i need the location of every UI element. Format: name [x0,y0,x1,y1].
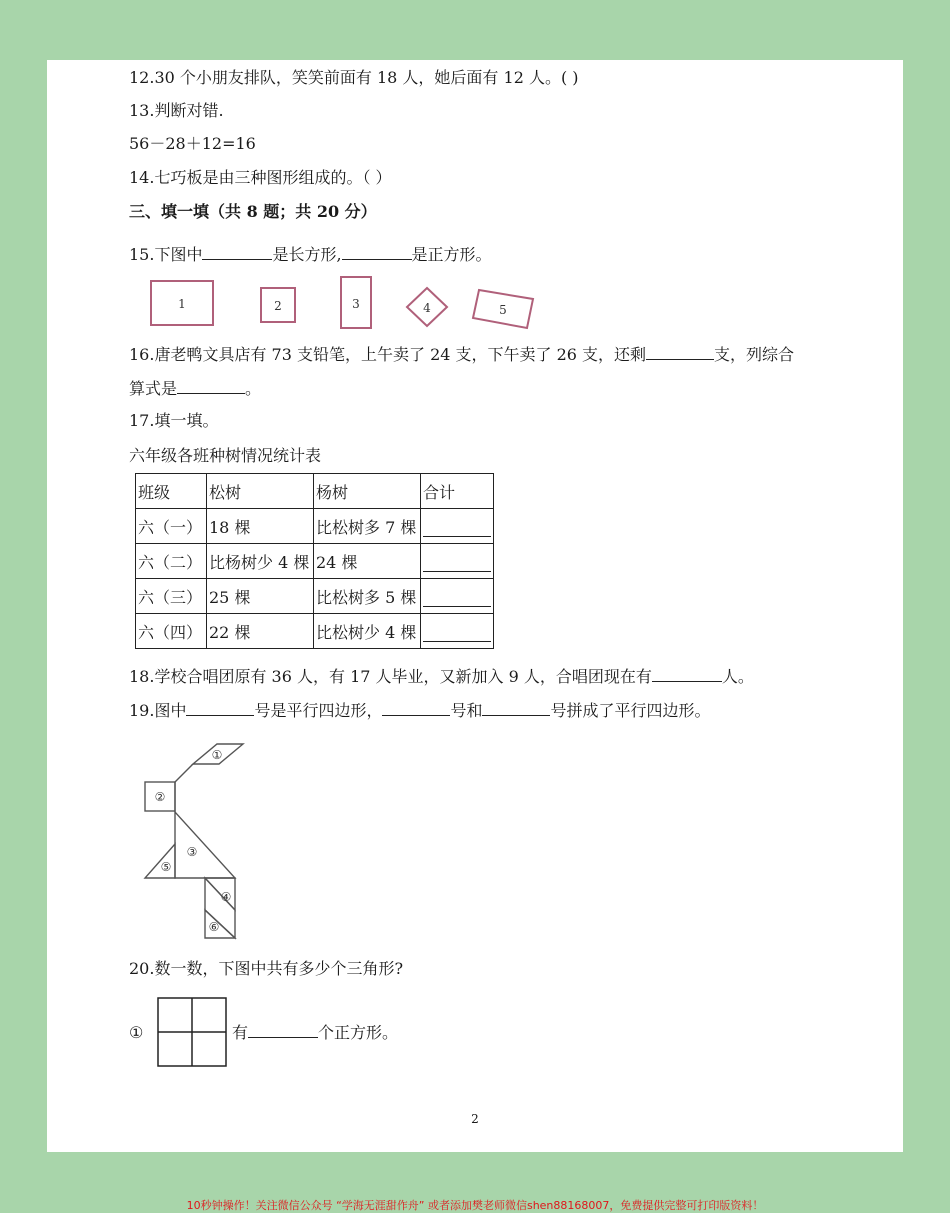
header-poplar: 杨树 [314,474,421,509]
cell-total [421,579,494,614]
header-class: 班级 [136,474,207,509]
question-13-expression: 56－28＋12=16 [129,134,256,153]
shape-3-label: 3 [352,297,360,311]
question-18 [129,666,754,688]
q15-blank-1[interactable] [202,245,272,260]
question-17: 17.填一填。 [129,411,219,430]
total-blank[interactable] [423,551,491,572]
q15-shapes-figure [137,274,547,334]
q16-text-d: 。 [245,379,262,398]
piece-4-label: ④ [220,890,232,904]
header-total: 合计 [421,474,494,509]
cell-pine: 18 棵 [207,509,314,544]
q15-text-a: 15.下图中 [129,245,203,264]
q18-text-b: 人。 [721,667,754,686]
question-19 [129,700,711,722]
total-blank[interactable] [423,621,491,642]
q19-text-c: 号和 [450,701,483,720]
q16-text-a: 16.唐老鸭文具店有 73 支铅笔，上午卖了 24 支，下午卖了 26 支，还剩 [129,345,647,364]
tangram-figure [137,740,247,942]
question-13-title: 13.判断对错. [129,101,224,120]
piece-3-triangle [175,812,235,878]
q18-blank[interactable] [652,667,722,682]
connector-line [175,764,193,782]
cell-class: 六（一） [136,509,207,544]
cell-total [421,614,494,649]
total-blank[interactable] [423,516,491,537]
tree-planting-table [135,473,494,649]
shape-1-label: 1 [178,297,186,311]
cell-poplar: 比松树多 5 棵 [314,579,421,614]
q20-marker: ① [129,1023,144,1042]
table-row [136,579,494,614]
cell-poplar: 比松树少 4 棵 [314,614,421,649]
q15-text-b: 是长方形, [272,245,342,264]
shape-4-label: 4 [423,301,431,315]
q19-blank-2[interactable] [382,701,450,716]
cell-pine: 比杨树少 4 棵 [207,544,314,579]
q19-blank-1[interactable] [186,701,254,716]
q16-text-b: 支，列综合 [714,345,795,364]
q20-text-b: 个正方形。 [318,1023,399,1042]
q19-text-b: 号是平行四边形， [254,701,383,720]
header-pine: 松树 [207,474,314,509]
q20-grid-figure [157,997,229,1069]
cell-total [421,509,494,544]
cell-poplar: 24 棵 [314,544,421,579]
worksheet-page [47,60,903,1152]
question-20: 20.数一数，下图中共有多少个三角形? [129,959,404,978]
piece-5-label: ⑤ [160,860,172,874]
question-16-line-1 [129,344,794,366]
section-3-heading: 三、填一填（共 8 题；共 20 分） [129,202,377,221]
q18-text-a: 18.学校合唱团原有 36 人，有 17 人毕业，又新加入 9 人，合唱团现在有 [129,667,652,686]
table-row [136,509,494,544]
q15-text-c: 是正方形。 [411,245,492,264]
table-title: 六年级各班种树情况统计表 [129,446,322,465]
cell-class: 六（二） [136,544,207,579]
table-row [136,544,494,579]
q20-text-a: 有 [232,1023,249,1042]
cell-class: 六（四） [136,614,207,649]
cell-total [421,544,494,579]
table-header-row [136,474,494,509]
cell-pine: 25 棵 [207,579,314,614]
piece-2-label: ② [154,790,166,804]
q16-blank-2[interactable] [177,379,245,394]
question-14: 14.七巧板是由三种图形组成的。（ ） [129,168,392,187]
shape-5-label: 5 [499,303,507,317]
table-row [136,614,494,649]
total-blank[interactable] [423,586,491,607]
shape-2-label: 2 [274,299,282,313]
page-number: 2 [471,1112,479,1126]
q16-text-c: 算式是 [129,379,178,398]
q19-blank-3[interactable] [482,701,550,716]
cell-class: 六（三） [136,579,207,614]
piece-6-label: ⑥ [208,920,220,934]
question-12: 12.30 个小朋友排队，笑笑前面有 18 人，她后面有 12 人。( ) [129,68,579,87]
q15-blank-2[interactable] [342,245,412,260]
q19-text-d: 号拼成了平行四边形。 [550,701,711,720]
question-16-line-2 [129,378,261,400]
piece-3-label: ③ [186,845,198,859]
q19-text-a: 19.图中 [129,701,187,720]
promo-footer: 10秒钟操作！关注微信公众号 “学海无涯甜作舟” 或者添加樊老师微信shen88168007，免费提供完整可打印版资料！ [186,1199,764,1212]
cell-poplar: 比松树多 7 棵 [314,509,421,544]
q20-blank[interactable] [248,1023,318,1038]
q20-answer [232,1022,398,1044]
question-15 [129,244,492,266]
piece-1-label: ① [211,748,223,762]
q16-blank-1[interactable] [646,345,714,360]
cell-pine: 22 棵 [207,614,314,649]
